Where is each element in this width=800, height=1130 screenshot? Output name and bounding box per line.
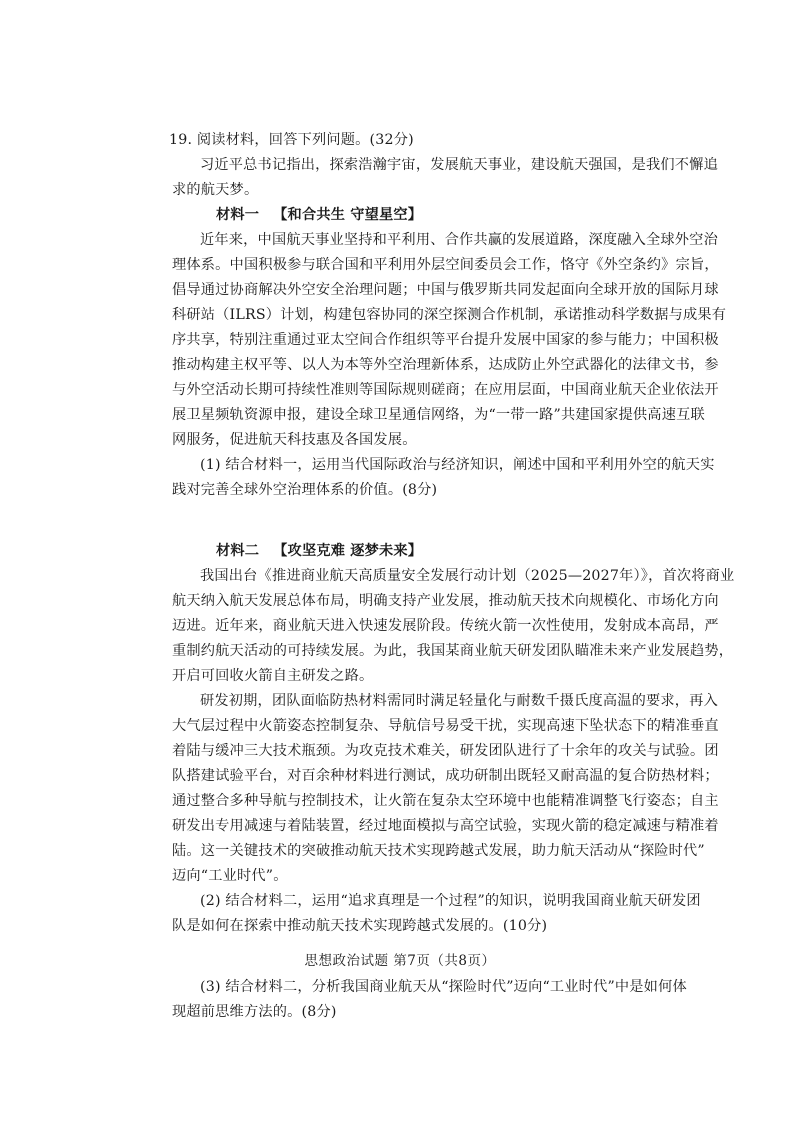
material2-line: 队搭建试验平台，对百余种材料进行测试，成功研制出既轻又耐高温的复合防热材料；: [172, 768, 719, 784]
question-2-cont: 队是如何在探索中推动航天技术实现跨越式发展的。(10分): [172, 918, 548, 934]
material2-line: 研发初期，团队面临防热材料需同时满足轻量化与耐数千摄氏度高温的要求，再入: [200, 693, 718, 709]
material2-line: 重制约航天活动的可持续发展。为此，我国某商业航天研发团队瞄准未来产业发展趋势，: [172, 643, 734, 659]
intro-line: 求的航天梦。: [172, 182, 259, 198]
material1-heading: [172, 203, 650, 228]
material2-line: 陆。这一关键技术的突破推动航天技术实现跨越式发展，助力航天活动从“探险时代”: [172, 843, 705, 859]
material1-line: 理体系。中国积极参与联合国和平利用外层空间委员会工作，恪守《外空条约》宗旨，: [172, 257, 719, 273]
material1-line: 序共享，特别注重通过亚太空间合作组织等平台提升发展中国家的参与能力；中国积极: [172, 332, 719, 348]
question-1: (1) 结合材料一，运用当代国际政治与经济知识，阐述中国和平利用外空的航天实: [200, 457, 715, 473]
material1-line: 近年来，中国航天事业坚持和平利用、合作共赢的发展道路，深度融入全球外空治: [200, 232, 718, 248]
material1-label: 材料一: [216, 207, 260, 223]
intro-line: 习近平总书记指出，探索浩瀚宇宙，发展航天事业，建设航天强国，是我们不懈追: [200, 157, 718, 173]
material2-line: 迈向“工业时代”。: [172, 868, 288, 884]
material1-line: 倡导通过协商解决外空安全治理问题；中国与俄罗斯共同发起面向全球开放的国际月球: [172, 282, 719, 298]
question-3: (3) 结合材料二，分析我国商业航天从“探险时代”迈向“工业时代”中是如何体: [200, 979, 687, 995]
material1-line: 推动构建主权平等、以人为本等外空治理新体系，达成防止外空武器化的法律文书，参: [172, 357, 719, 373]
question-1-cont: 践对完善全球外空治理体系的价值。(8分): [172, 482, 438, 498]
material1-line: 网服务，促进航天科技惠及各国发展。: [172, 432, 417, 448]
material2-line: 大气层过程中火箭姿态控制复杂、导航信号易受干扰，实现高速下坠状态下的精准垂直: [172, 718, 719, 734]
material2-line: 着陆与缓冲三大技术瓶颈。为攻克技术难关，研发团队进行了十余年的攻关与试验。团: [172, 743, 719, 759]
material2-heading: [172, 539, 650, 564]
material2-label: 材料二: [216, 543, 260, 559]
material2-line: 研发出专用减速与着陆装置，经过地面模拟与高空试验，实现火箭的稳定减速与精准着: [172, 818, 719, 834]
material2-line: 开启可回收火箭自主研发之路。: [172, 668, 374, 684]
question-3-cont: 现超前思维方法的。(8分): [172, 1004, 337, 1020]
question-header: 19. 阅读材料，回答下列问题。(32分): [169, 132, 414, 148]
material1-line: 科研站（ILRS）计划，构建包容协同的深空探测合作机制，承诺推动科学数据与成果有: [172, 307, 727, 323]
material2-line: 通过整合多种导航与控制技术，让火箭在复杂太空环境中也能精准调整飞行姿态；自主: [172, 793, 719, 809]
material1-title: 【和合共生 守望星空】: [273, 207, 423, 223]
material2-line: 迈进。近年来，商业航天进入快速发展阶段。传统火箭一次性使用，发射成本高昂，严: [172, 618, 719, 634]
material2-title: 【攻坚克难 逐梦未来】: [273, 543, 423, 559]
page-footer: 思想政治试题 第7页（共8页）: [304, 953, 496, 969]
exam-page: [169, 128, 735, 1025]
material2-line: 航天纳入航天发展总体布局，明确支持产业发展，推动航天技术向规模化、市场化方向: [172, 593, 719, 609]
question-2: (2) 结合材料二，运用“追求真理是一个过程”的知识，说明我国商业航天研发团: [200, 893, 701, 909]
material2-line: 我国出台《推进商业航天高质量安全发展行动计划（2025—2027年）》，首次将商业: [200, 568, 735, 584]
material1-line: 与外空活动长期可持续性准则等国际规则磋商；在应用层面，中国商业航天企业依法开: [172, 382, 719, 398]
material1-line: 展卫星频轨资源申报，建设全球卫星通信网络，为“一带一路”共建国家提供高速互联: [172, 407, 705, 423]
